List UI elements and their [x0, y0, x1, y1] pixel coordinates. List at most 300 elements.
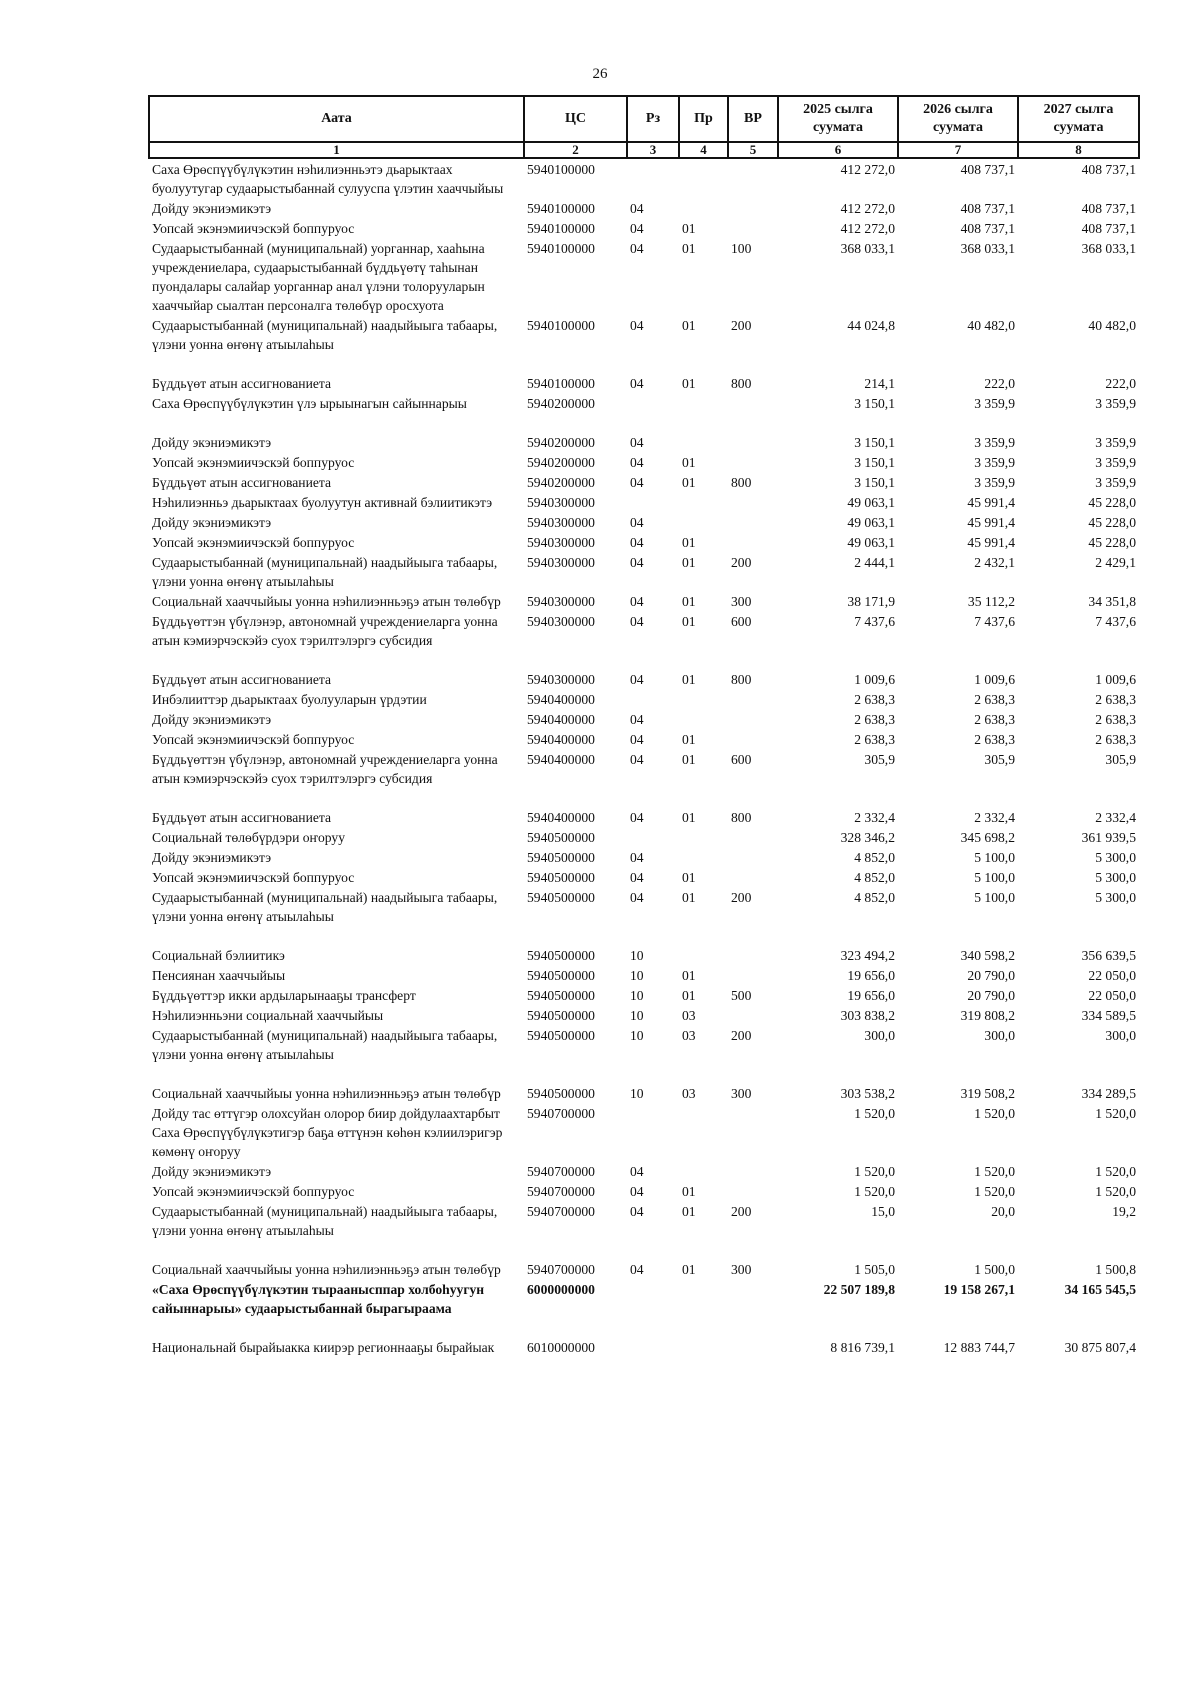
row-vr-code: 200 [731, 1028, 752, 1043]
row-amount-2025: 49 063,1 [847, 535, 895, 550]
row-amount-2026: 20 790,0 [967, 988, 1015, 1003]
row-cs-code: 5940100000 [527, 201, 595, 216]
row-name: Судаарыстыбаннай (муниципальнай) наадыйыыга табаары, үлэни уонна өҥөнү атыылаһыы [152, 1028, 498, 1062]
row-pr-code [679, 1279, 728, 1337]
row-vr-code [728, 965, 778, 985]
row-amount-2026: 2 332,4 [974, 810, 1015, 825]
row-amount-2026: 3 359,9 [974, 396, 1015, 411]
page-number: 26 [592, 66, 608, 82]
row-amount-2027: 1 520,0 [1095, 1106, 1136, 1121]
table-row [149, 689, 1139, 709]
row-amount-2025: 4 852,0 [854, 870, 895, 885]
row-vr-code [728, 709, 778, 729]
row-amount-2026: 1 520,0 [974, 1184, 1015, 1199]
row-vr-code [728, 432, 778, 452]
row-pr-code: 01 [682, 1184, 696, 1199]
row-vr-code: 200 [731, 555, 752, 570]
row-amount-2026: 7 437,6 [974, 614, 1015, 629]
row-rz-code: 04 [630, 241, 644, 256]
table-row [149, 591, 1139, 611]
row-name: Нэһилиэнньэни социальнай хааччыйыы [152, 1008, 384, 1023]
row-name: Инбэлииттэр дьарыктаах буолууларын үрдэтии [152, 692, 427, 707]
table-row [149, 432, 1139, 452]
row-amount-2027: 7 437,6 [1095, 614, 1136, 629]
row-vr-code [728, 1005, 778, 1025]
table-row [149, 1337, 1139, 1357]
row-pr-code: 01 [682, 241, 696, 256]
row-pr-code: 03 [682, 1008, 696, 1023]
row-cs-code: 5940200000 [527, 435, 595, 450]
row-pr-code [679, 198, 728, 218]
row-amount-2027: 5 300,0 [1095, 890, 1136, 905]
row-amount-2026: 3 359,9 [974, 475, 1015, 490]
row-amount-2026: 368 033,1 [960, 241, 1015, 256]
row-amount-2026: 408 737,1 [960, 201, 1015, 216]
col-number: 5 [728, 142, 778, 158]
row-amount-2026: 408 737,1 [960, 221, 1015, 236]
row-cs-code: 5940700000 [527, 1164, 595, 1179]
row-cs-code: 5940500000 [527, 830, 595, 845]
row-vr-code [728, 452, 778, 472]
row-pr-code: 01 [682, 455, 696, 470]
row-pr-code [679, 847, 728, 867]
row-rz-code: 04 [630, 435, 644, 450]
row-name: Бүддьүөт атын ассигнованиета [152, 810, 332, 825]
row-vr-code [728, 867, 778, 887]
row-amount-2025: 2 638,3 [854, 692, 895, 707]
row-cs-code: 5940100000 [527, 318, 595, 333]
row-amount-2025: 214,1 [864, 376, 895, 391]
row-amount-2025: 1 009,6 [854, 672, 895, 687]
row-rz-code: 04 [630, 810, 644, 825]
row-cs-code: 5940100000 [527, 376, 595, 391]
row-cs-code: 5940400000 [527, 692, 595, 707]
table-row [149, 985, 1139, 1005]
row-amount-2026: 319 808,2 [960, 1008, 1015, 1023]
row-vr-code [728, 532, 778, 552]
row-vr-code: 200 [731, 1204, 752, 1219]
row-rz-code: 10 [630, 1008, 644, 1023]
row-rz-code: 10 [630, 948, 644, 963]
row-amount-2026: 35 112,2 [967, 594, 1015, 609]
row-rz-code: 04 [630, 535, 644, 550]
row-cs-code: 5940400000 [527, 712, 595, 727]
row-amount-2027: 5 300,0 [1095, 870, 1136, 885]
row-cs-code: 5940700000 [527, 1106, 595, 1121]
row-name: Саха Өрөспүүбүлүкэтин үлэ ырыынагын сайыннарыы [152, 396, 467, 411]
row-pr-code: 03 [682, 1028, 696, 1043]
row-rz-code: 04 [630, 318, 644, 333]
row-amount-2027: 408 737,1 [1081, 221, 1136, 236]
row-pr-code: 01 [682, 968, 696, 983]
col-number: 4 [679, 142, 728, 158]
row-name: Национальнай бырайыакка киирэр регионнааҕы бырайыак [152, 1340, 495, 1355]
col-header-2025: 2025 сылга суумата [778, 96, 898, 142]
col-number: 7 [898, 142, 1018, 158]
row-amount-2027: 1 500,8 [1095, 1262, 1136, 1277]
row-amount-2027: 356 639,5 [1081, 948, 1136, 963]
row-rz-code: 04 [630, 201, 644, 216]
row-cs-code: 6000000000 [527, 1282, 595, 1297]
row-amount-2025: 19 656,0 [847, 968, 895, 983]
row-pr-code: 01 [682, 732, 696, 747]
row-amount-2027: 34 165 545,5 [1064, 1282, 1136, 1297]
table-row [149, 729, 1139, 749]
row-cs-code: 5940200000 [527, 455, 595, 470]
row-rz-code: 04 [630, 712, 644, 727]
row-cs-code: 5940500000 [527, 988, 595, 1003]
row-pr-code: 01 [682, 1204, 696, 1219]
row-name: Бүддьүөттэн үбүлэнэр, автономнай учреждениеларга уонна атын кэмиэрчэскэйэ суох тэрилтэлэргэ субсидия [152, 752, 498, 786]
row-amount-2026: 1 520,0 [974, 1106, 1015, 1121]
table-row [149, 552, 1139, 591]
row-rz-code: 04 [630, 221, 644, 236]
table-row [149, 1005, 1139, 1025]
row-vr-code [728, 1181, 778, 1201]
row-amount-2025: 300,0 [864, 1028, 895, 1043]
row-vr-code: 300 [731, 594, 752, 609]
row-vr-code: 100 [731, 241, 752, 256]
row-vr-code [728, 689, 778, 709]
row-cs-code: 5940300000 [527, 672, 595, 687]
row-amount-2026: 3 359,9 [974, 435, 1015, 450]
row-rz-code: 04 [630, 475, 644, 490]
header-row [149, 96, 1139, 142]
row-name: Бүддьүөт атын ассигнованиета [152, 475, 332, 490]
row-name: Социальнай бэлиитикэ [152, 948, 285, 963]
row-amount-2025: 328 346,2 [840, 830, 895, 845]
row-amount-2027: 2 638,3 [1095, 692, 1136, 707]
row-cs-code: 5940500000 [527, 870, 595, 885]
row-amount-2025: 4 852,0 [854, 890, 895, 905]
row-cs-code: 5940300000 [527, 515, 595, 530]
row-amount-2026: 5 100,0 [974, 870, 1015, 885]
row-pr-code: 01 [682, 1262, 696, 1277]
row-name: Судаарыстыбаннай (муниципальнай) наадыйыыга табаары, үлэни уонна өҥөнү атыылаһыы [152, 890, 498, 924]
row-rz-code: 10 [630, 968, 644, 983]
row-vr-code [728, 393, 778, 432]
row-rz-code [627, 492, 679, 512]
row-name: Бүддьүөттэр икки ардыларынааҕы трансферт [152, 988, 416, 1003]
row-vr-code [728, 218, 778, 238]
row-name: Уопсай экэнэмиичэскэй боппуруос [152, 1184, 355, 1199]
row-cs-code: 5940400000 [527, 810, 595, 825]
row-name: Бүддьүөт атын ассигнованиета [152, 672, 332, 687]
row-cs-code: 5940500000 [527, 850, 595, 865]
row-amount-2025: 2 638,3 [854, 732, 895, 747]
row-amount-2027: 1 009,6 [1095, 672, 1136, 687]
row-amount-2025: 2 638,3 [854, 712, 895, 727]
row-vr-code: 200 [731, 890, 752, 905]
table-row [149, 532, 1139, 552]
column-number-row [149, 142, 1139, 158]
row-amount-2027: 300,0 [1105, 1028, 1136, 1043]
row-vr-code: 800 [731, 475, 752, 490]
row-name: Дойду экэниэмикэтэ [152, 201, 272, 216]
row-rz-code [627, 158, 679, 198]
row-amount-2026: 2 638,3 [974, 732, 1015, 747]
row-vr-code: 600 [731, 614, 752, 629]
table-row [149, 512, 1139, 532]
row-amount-2025: 2 332,4 [854, 810, 895, 825]
row-name: Уопсай экэнэмиичэскэй боппуруос [152, 455, 355, 470]
row-amount-2026: 3 359,9 [974, 455, 1015, 470]
row-cs-code: 5940700000 [527, 1204, 595, 1219]
row-pr-code [679, 827, 728, 847]
row-amount-2026: 340 598,2 [960, 948, 1015, 963]
row-cs-code: 5940400000 [527, 752, 595, 767]
row-rz-code: 04 [630, 594, 644, 609]
row-name: «Саха Өрөспүүбүлүкэтин тыраанысппар холбоһуугун сайыннарыы» судаарыстыбаннай бырагыраама [152, 1282, 485, 1316]
row-amount-2025: 1 520,0 [854, 1184, 895, 1199]
row-pr-code [679, 158, 728, 198]
table-row [149, 492, 1139, 512]
row-pr-code: 01 [682, 870, 696, 885]
row-cs-code: 5940200000 [527, 396, 595, 411]
row-pr-code: 03 [682, 1086, 696, 1101]
table-body [149, 158, 1139, 1357]
table-row [149, 238, 1139, 315]
table-row [149, 373, 1139, 393]
row-amount-2025: 1 505,0 [854, 1262, 895, 1277]
row-name: Дойду экэниэмикэтэ [152, 515, 272, 530]
table-row [149, 807, 1139, 827]
row-amount-2027: 3 359,9 [1095, 475, 1136, 490]
table-row [149, 1083, 1139, 1103]
row-amount-2027: 334 289,5 [1081, 1086, 1136, 1101]
table-row [149, 669, 1139, 689]
row-rz-code: 04 [630, 515, 644, 530]
row-rz-code: 04 [630, 1204, 644, 1219]
table-row [149, 158, 1139, 198]
row-amount-2027: 22 050,0 [1088, 968, 1136, 983]
row-amount-2025: 303 838,2 [840, 1008, 895, 1023]
table-row [149, 1103, 1139, 1161]
row-amount-2025: 4 852,0 [854, 850, 895, 865]
table-row [149, 472, 1139, 492]
table-row [149, 749, 1139, 807]
row-amount-2027: 30 875 807,4 [1064, 1340, 1136, 1355]
row-pr-code: 01 [682, 672, 696, 687]
row-rz-code: 04 [630, 376, 644, 391]
row-pr-code [679, 512, 728, 532]
row-amount-2027: 2 638,3 [1095, 732, 1136, 747]
row-name: Социальнай хааччыйыы уонна нэһилиэнньэҕэ атын төлөбүр [152, 1262, 501, 1277]
row-amount-2025: 323 494,2 [840, 948, 895, 963]
row-cs-code: 5940500000 [527, 968, 595, 983]
row-vr-code [728, 512, 778, 532]
row-amount-2025: 368 033,1 [840, 241, 895, 256]
row-rz-code: 10 [630, 1028, 644, 1043]
budget-table [148, 95, 1140, 1357]
table-row [149, 965, 1139, 985]
row-pr-code [679, 1337, 728, 1357]
row-rz-code: 04 [630, 555, 644, 570]
row-amount-2026: 5 100,0 [974, 890, 1015, 905]
row-cs-code: 5940500000 [527, 1028, 595, 1043]
row-amount-2027: 45 228,0 [1088, 515, 1136, 530]
row-vr-code: 500 [731, 988, 752, 1003]
row-pr-code: 01 [682, 752, 696, 767]
table-row [149, 1259, 1139, 1279]
row-name: Дойду экэниэмикэтэ [152, 850, 272, 865]
row-amount-2026: 45 991,4 [967, 495, 1015, 510]
row-cs-code: 5940100000 [527, 162, 595, 177]
row-vr-code: 800 [731, 672, 752, 687]
row-amount-2025: 2 444,1 [854, 555, 895, 570]
row-name: Судаарыстыбаннай (муниципальнай) уорганнар, хааһына учреждениелара, судаарыстыбаннай бүддьүөтү таһынан пуондалары салайар уорганнар анал үлэни толорууларын хааччыйар сыалтан персоналга төлөбүр оросхуота [152, 241, 485, 313]
row-amount-2026: 45 991,4 [967, 535, 1015, 550]
row-amount-2026: 2 638,3 [974, 712, 1015, 727]
table-row [149, 827, 1139, 847]
row-vr-code: 800 [731, 376, 752, 391]
row-pr-code: 01 [682, 988, 696, 1003]
row-amount-2025: 22 507 189,8 [823, 1282, 895, 1297]
row-pr-code [679, 393, 728, 432]
row-cs-code: 5940100000 [527, 221, 595, 236]
row-amount-2027: 408 737,1 [1081, 201, 1136, 216]
row-amount-2027: 1 520,0 [1095, 1164, 1136, 1179]
row-amount-2025: 3 150,1 [854, 396, 895, 411]
row-amount-2026: 345 698,2 [960, 830, 1015, 845]
row-amount-2026: 12 883 744,7 [943, 1340, 1015, 1355]
table-row [149, 1279, 1139, 1337]
row-cs-code: 5940300000 [527, 555, 595, 570]
row-amount-2027: 19,2 [1112, 1204, 1136, 1219]
row-name: Уопсай экэнэмиичэскэй боппуруос [152, 535, 355, 550]
row-name: Бүддьүөт атын ассигнованиета [152, 376, 332, 391]
row-amount-2026: 20 790,0 [967, 968, 1015, 983]
row-rz-code: 04 [630, 752, 644, 767]
row-cs-code: 6010000000 [527, 1340, 595, 1355]
row-cs-code: 5940300000 [527, 495, 595, 510]
row-pr-code [679, 1161, 728, 1181]
row-name: Судаарыстыбаннай (муниципальнай) наадыйыыга табаары, үлэни уонна өҥөнү атыылаһыы [152, 555, 498, 589]
row-rz-code [627, 1103, 679, 1161]
row-pr-code: 01 [682, 614, 696, 629]
row-amount-2025: 1 520,0 [854, 1106, 895, 1121]
col-number: 3 [627, 142, 679, 158]
row-rz-code: 10 [630, 1086, 644, 1101]
row-pr-code [679, 945, 728, 965]
table-row [149, 1161, 1139, 1181]
col-header-cs: ЦС [524, 96, 627, 142]
row-amount-2027: 45 228,0 [1088, 495, 1136, 510]
row-rz-code: 10 [630, 988, 644, 1003]
col-header-2026: 2026 сылга суумата [898, 96, 1018, 142]
row-amount-2025: 3 150,1 [854, 435, 895, 450]
row-amount-2026: 1 520,0 [974, 1164, 1015, 1179]
row-amount-2027: 3 359,9 [1095, 435, 1136, 450]
row-amount-2027: 2 429,1 [1095, 555, 1136, 570]
row-name: Дойду тас өттүгэр олохсуйан олорор биир дойдулаахтарбыт Саха Өрөспүүбүлүкэтигэр баҕа өттүнэн көһөн кэлиилэригэр көмөнү оҥоруу [152, 1106, 503, 1159]
row-cs-code: 5940300000 [527, 535, 595, 550]
row-amount-2025: 38 171,9 [847, 594, 895, 609]
row-amount-2027: 408 737,1 [1081, 162, 1136, 177]
row-amount-2027: 361 939,5 [1081, 830, 1136, 845]
row-pr-code: 01 [682, 376, 696, 391]
row-name: Дойду экэниэмикэтэ [152, 712, 272, 727]
row-vr-code [728, 729, 778, 749]
row-amount-2027: 3 359,9 [1095, 396, 1136, 411]
row-amount-2027: 222,0 [1105, 376, 1136, 391]
row-amount-2026: 305,9 [984, 752, 1015, 767]
row-rz-code: 04 [630, 1164, 644, 1179]
row-amount-2026: 19 158 267,1 [943, 1282, 1015, 1297]
row-vr-code: 600 [731, 752, 752, 767]
row-cs-code: 5940300000 [527, 614, 595, 629]
col-header-rz: Рз [627, 96, 679, 142]
row-vr-code [728, 1279, 778, 1337]
row-amount-2025: 412 272,0 [840, 221, 895, 236]
row-name: Уопсай экэнэмиичэскэй боппуруос [152, 221, 355, 236]
row-vr-code [728, 198, 778, 218]
col-number: 1 [149, 142, 524, 158]
row-rz-code [627, 689, 679, 709]
row-amount-2027: 2 638,3 [1095, 712, 1136, 727]
row-amount-2026: 2 638,3 [974, 692, 1015, 707]
row-pr-code: 01 [682, 810, 696, 825]
row-amount-2025: 305,9 [864, 752, 895, 767]
row-name: Социальнай хааччыйыы уонна нэһилиэнньэҕэ атын төлөбүр [152, 594, 501, 609]
row-vr-code [728, 492, 778, 512]
row-pr-code: 01 [682, 221, 696, 236]
row-amount-2025: 49 063,1 [847, 515, 895, 530]
row-rz-code [627, 1279, 679, 1337]
row-cs-code: 5940100000 [527, 241, 595, 256]
row-amount-2027: 22 050,0 [1088, 988, 1136, 1003]
row-cs-code: 5940300000 [527, 594, 595, 609]
row-pr-code [679, 689, 728, 709]
row-name: Саха Өрөспүүбүлүкэтин нэһилиэнньэтэ дьарыктаах буолуутугар судаарыстыбаннай сулууспа үлэтин хааччыйыы [152, 162, 504, 196]
row-vr-code [728, 847, 778, 867]
table-row [149, 315, 1139, 373]
row-rz-code: 04 [630, 1262, 644, 1277]
table-row [149, 1181, 1139, 1201]
row-rz-code: 04 [630, 614, 644, 629]
row-rz-code [627, 827, 679, 847]
table-row [149, 945, 1139, 965]
row-amount-2025: 8 816 739,1 [830, 1340, 895, 1355]
row-vr-code: 300 [731, 1262, 752, 1277]
row-cs-code: 5940500000 [527, 890, 595, 905]
row-vr-code [728, 827, 778, 847]
row-amount-2027: 2 332,4 [1095, 810, 1136, 825]
table-row [149, 393, 1139, 432]
row-rz-code: 04 [630, 850, 644, 865]
row-pr-code: 01 [682, 318, 696, 333]
row-vr-code [728, 1103, 778, 1161]
col-number: 8 [1018, 142, 1139, 158]
col-header-vr: ВР [728, 96, 778, 142]
table-row [149, 611, 1139, 669]
table-row [149, 847, 1139, 867]
row-amount-2026: 319 508,2 [960, 1086, 1015, 1101]
row-name: Уопсай экэнэмиичэскэй боппуруос [152, 870, 355, 885]
row-pr-code: 01 [682, 594, 696, 609]
row-pr-code: 01 [682, 555, 696, 570]
row-amount-2025: 412 272,0 [840, 162, 895, 177]
row-cs-code: 5940400000 [527, 732, 595, 747]
row-cs-code: 5940500000 [527, 1086, 595, 1101]
row-amount-2025: 412 272,0 [840, 201, 895, 216]
row-amount-2026: 2 432,1 [974, 555, 1015, 570]
table-row [149, 198, 1139, 218]
row-rz-code [627, 1337, 679, 1357]
col-header-name: Аата [149, 96, 524, 142]
row-amount-2026: 20,0 [991, 1204, 1015, 1219]
row-amount-2026: 222,0 [984, 376, 1015, 391]
